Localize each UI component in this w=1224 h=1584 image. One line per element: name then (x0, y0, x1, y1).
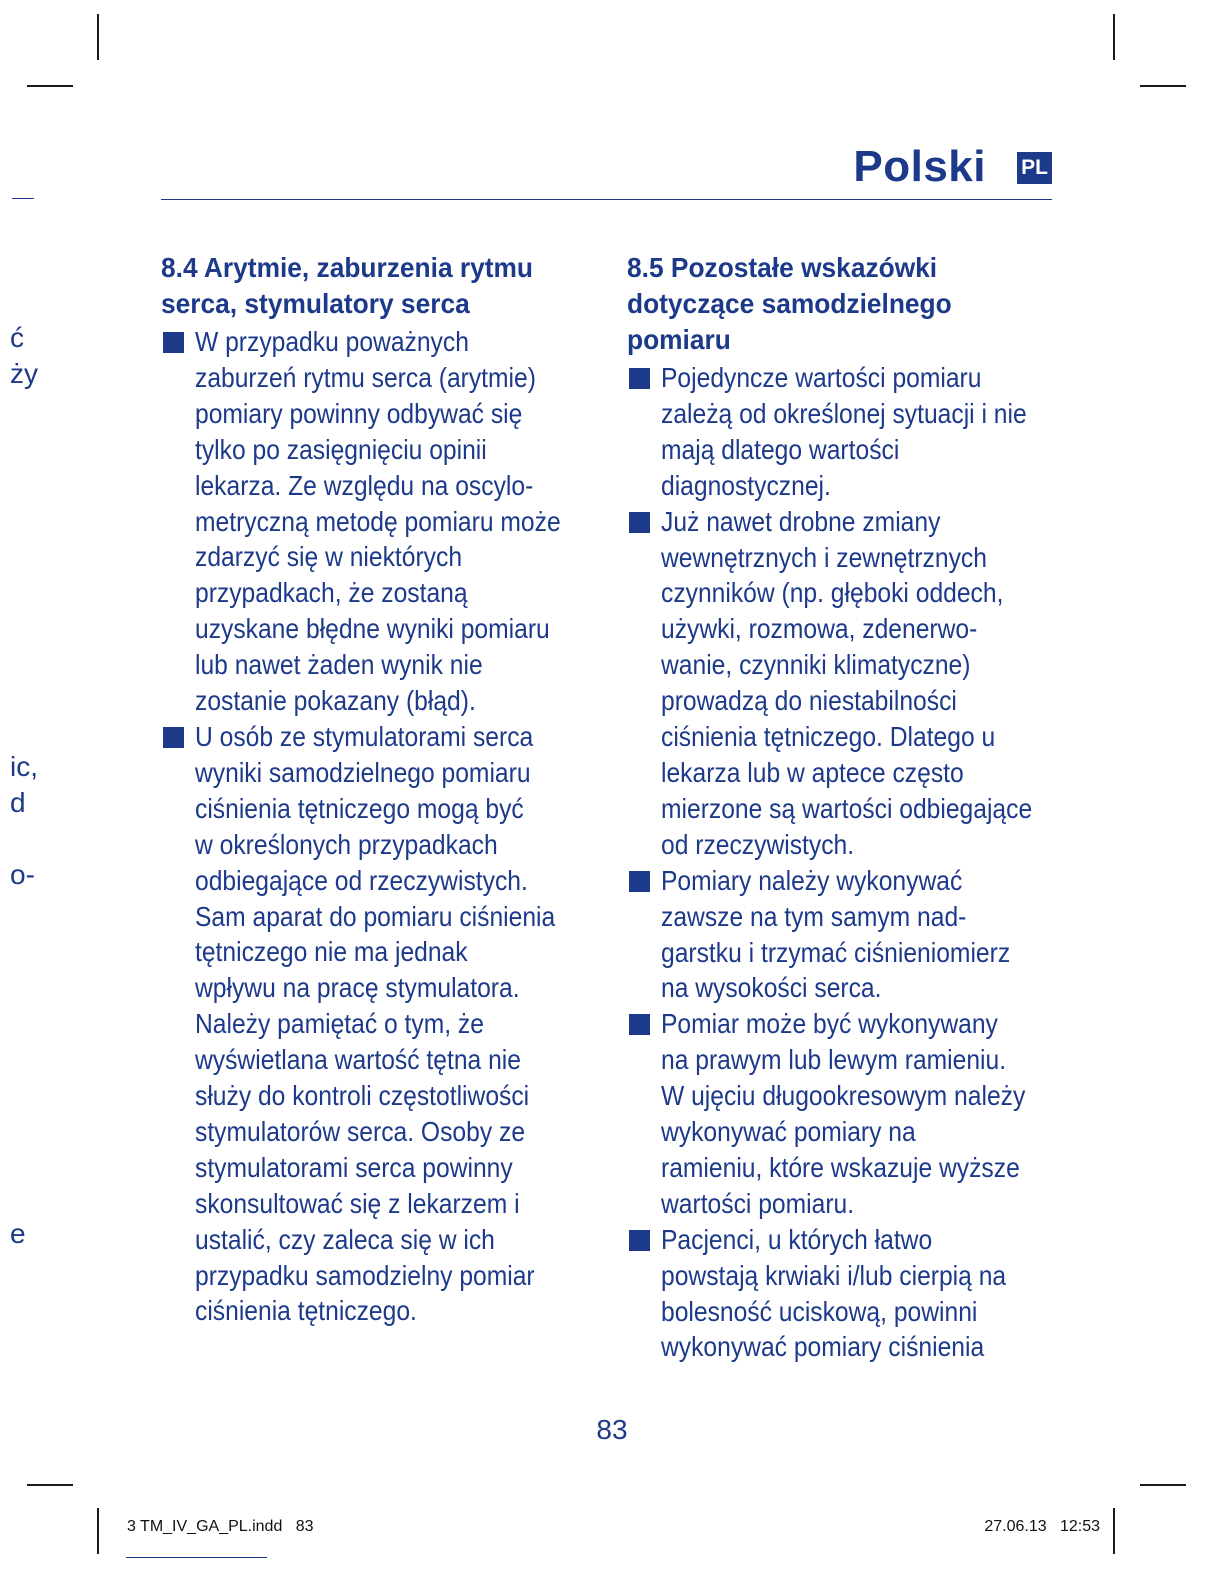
bleed-text: ży (10, 358, 38, 389)
bullet-square-icon (163, 332, 184, 353)
text-line: wyświetlana wartość tętna nie (195, 1044, 521, 1076)
text-line: mierzone są wartości odbiegające (661, 792, 1033, 824)
text-line: zdarzyć się w niektórych (195, 541, 463, 573)
crop-mark (1113, 1508, 1115, 1554)
bullet-item (627, 360, 1067, 504)
text-line: czynników (np. głęboki oddech, (661, 577, 1004, 609)
text-line: stymulatorów serca. Osoby ze (195, 1115, 526, 1147)
bleed-text: d (10, 787, 26, 818)
crop-mark (126, 1557, 267, 1558)
bleed-text: ć (10, 322, 24, 353)
text-line: zawsze na tym samym nad- (661, 900, 967, 932)
bullet-item (161, 719, 601, 1329)
text-line: wanie, czynniki klimatyczne) (661, 649, 971, 681)
text-line: zależą od określonej sytuacji i nie (661, 397, 1027, 429)
crop-mark (27, 1484, 73, 1486)
text-line: stymulatorami serca powinny (195, 1151, 513, 1183)
bleed-text: e (10, 1218, 26, 1249)
text-line: Pojedyncze wartości pomiaru (661, 362, 982, 393)
bullet-item (161, 324, 601, 719)
text-line: lekarza. Ze względu na oscylo- (195, 469, 534, 501)
text-line: bolesność uciskową, powinni (661, 1295, 978, 1327)
heading-line: pomiaru (627, 324, 731, 355)
bullet-square-icon (629, 512, 650, 533)
text-line: Sam aparat do pomiaru ciśnienia (195, 900, 556, 932)
text-line: na prawym lub lewym ramieniu. (661, 1044, 1007, 1076)
text-line: wewnętrznych i zewnętrznych (661, 541, 987, 573)
text-line: tylko po zasięgnięciu opinii (195, 433, 487, 465)
crop-mark (27, 85, 73, 87)
text-line: garstku i trzymać ciśnieniomierz (661, 936, 1011, 968)
text-line: prowadzą do niestabilności (661, 685, 957, 717)
bleed-text: o- (10, 859, 35, 890)
header-divider (161, 199, 1052, 200)
bleed-text: ic, (10, 751, 38, 782)
heading-line: serca, stymulatory serca (161, 288, 470, 319)
text-line: na wysokości serca. (661, 972, 882, 1004)
text-line: w określonych przypadkach (195, 828, 498, 860)
footer-datetime: 27.06.13 12:53 (984, 1518, 1100, 1535)
text-line: służy do kontroli częstotliwości (195, 1080, 530, 1112)
crop-mark (1113, 14, 1115, 60)
text-line: Pomiary należy wykonywać (661, 864, 963, 896)
text-line: od rzeczywistych. (661, 828, 855, 860)
text-line: ramieniu, które wskazuje wyższe (661, 1151, 1020, 1183)
crop-mark (97, 1508, 99, 1554)
language-code-badge: PL (1017, 152, 1052, 184)
left-column (161, 250, 601, 1329)
bullet-square-icon (629, 368, 650, 389)
text-line: lekarza lub w aptece często (661, 756, 964, 788)
text-line: wpływu na pracę stymulatora. (195, 972, 520, 1004)
page-number: 83 (596, 1414, 628, 1445)
bullet-item (627, 1222, 1067, 1366)
text-line: mają dlatego wartości (661, 433, 900, 465)
text-line: ciśnienia tętniczego mogą być (195, 792, 524, 824)
footer-filename: 3 TM_IV_GA_PL.indd 83 (127, 1518, 314, 1535)
section-heading (627, 250, 1041, 358)
right-column (627, 250, 1067, 1365)
bullet-square-icon (629, 1230, 650, 1251)
text-line: wykonywać pomiary na (661, 1116, 916, 1148)
text-line: ciśnienia tętniczego. (195, 1295, 417, 1327)
heading-line: 8.4 Arytmie, zaburzenia rytmu (161, 252, 534, 283)
text-line: Już nawet drobne zmiany (661, 505, 941, 537)
heading-line: 8.5 Pozostałe wskazówki (627, 252, 938, 283)
text-line: pomiary powinny odbywać się (195, 397, 523, 429)
text-line: przypadku samodzielny pomiar (195, 1259, 535, 1291)
heading-line: dotyczące samodzielnego (627, 288, 952, 319)
text-line: Należy pamiętać o tym, że (195, 1008, 484, 1040)
text-line: Pacjenci, u których łatwo (661, 1223, 933, 1255)
text-line: powstają krwiaki i/lub cierpią na (661, 1259, 1007, 1291)
text-line: lub nawet żaden wynik nie (195, 649, 483, 681)
text-line: wyniki samodzielnego pomiaru (195, 756, 531, 788)
text-line: tętniczego nie ma jednak (195, 936, 468, 968)
text-line: przypadkach, że zostaną (195, 577, 468, 609)
bullet-item (627, 504, 1067, 863)
text-line: odbiegające od rzeczywistych. (195, 864, 528, 896)
text-line: Pomiar może być wykonywany (661, 1008, 998, 1040)
bullet-square-icon (629, 1014, 650, 1035)
bullet-square-icon (629, 871, 650, 892)
text-line: wykonywać pomiary ciśnienia (661, 1331, 985, 1363)
text-line: W przypadku poważnych (195, 326, 469, 357)
text-line: ciśnienia tętniczego. Dlatego u (661, 721, 996, 753)
crop-mark (1140, 1484, 1186, 1486)
text-line: ustalić, czy zaleca się w ich (195, 1223, 495, 1255)
text-line: skonsultować się z lekarzem i (195, 1187, 520, 1219)
crop-mark (12, 198, 34, 199)
section-heading (161, 250, 575, 322)
text-line: zaburzeń rytmu serca (arytmie) (195, 361, 536, 393)
text-line: uzyskane błędne wyniki pomiaru (195, 613, 550, 645)
crop-mark (1140, 85, 1186, 87)
text-line: zostanie pokazany (błąd). (195, 685, 476, 717)
bullet-item (627, 863, 1067, 1007)
bullet-square-icon (163, 727, 184, 748)
text-line: diagnostycznej. (661, 469, 831, 501)
text-line: metryczną metodę pomiaru może (195, 505, 561, 537)
crop-mark (97, 14, 99, 60)
bullet-item (627, 1006, 1067, 1221)
text-line: wartości pomiaru. (661, 1187, 855, 1219)
text-line: używki, rozmowa, zdenerwo- (661, 613, 978, 645)
text-line: W ujęciu długookresowym należy (661, 1080, 1026, 1112)
text-line: U osób ze stymulatorami serca (195, 720, 534, 752)
page-header-language: Polski (853, 142, 986, 191)
